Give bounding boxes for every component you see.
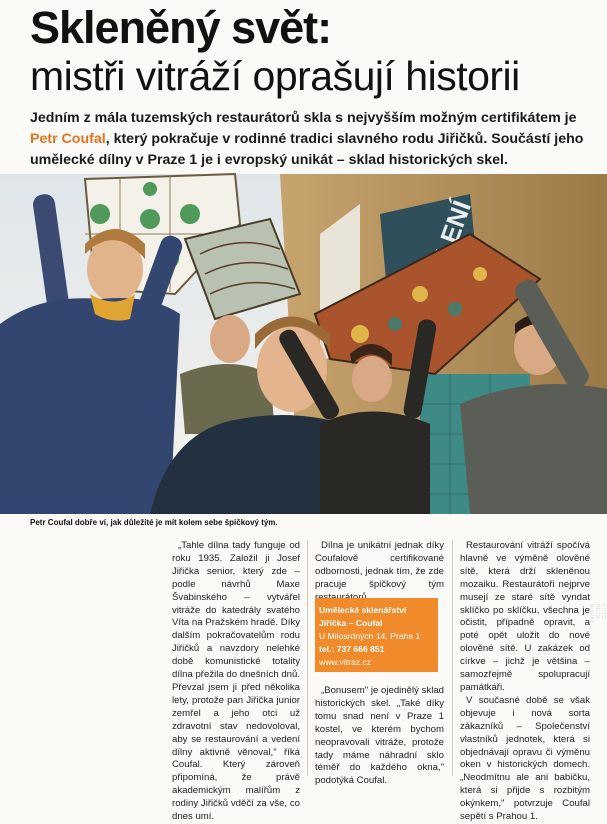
column-divider [307,540,308,776]
paragraph: „Bonusem" je ojedinělý sklad historických skel. „Také díky tomu snad není v Praze 1 kostel, ve kterém bychom neopravovali vitráže, protože tady máme náhradní sklo téměř do každého okna," podotýká Coufal. [315,685,444,787]
photo-credit: FOTO: PETR NOVÁK [588,604,606,625]
lead-name: Petr Coufal [30,131,106,147]
lead-paragraph [30,108,602,171]
contact-box-name: Jiřička – Coufal [319,618,383,628]
contact-box-title: Umělecké sklenářství [319,605,407,615]
text-column-2-bottom [315,685,444,788]
photo-caption: Petr Coufal dobře ví, jak důležité je mít kolem sebe špičkový tým. [30,518,278,527]
paragraph: Dílna je unikátní jednak díky Coufalově certifikované odbornosti, jednak tím, že zde pracuje špičkový tým [315,540,444,590]
column-divider [452,540,453,776]
lead-text-start: Jedním z mála tuzemských restaurátorů skla s nejvyšším možným certifikátem je [30,110,577,126]
text-column-3 [460,540,590,824]
article-subtitle: mistři vitráží oprašují historii [30,53,520,99]
contact-box-web: www.vitraz.cz [319,657,372,667]
contact-box [315,598,438,672]
paragraph: „Tahle dílna tady funguje od roku 1935. Založil ji Josef Jiřička senior, který zde – podle návrhů Maxe Švabinského – vytvářel vitráže do katedrály svatého Víta na Pražském hradě. Díky dalším pokračovatelům rodu Jiřičků a navzdory nelehké době komunistické totality dílna přežila do dnešních dnů. Převzal jsem ji před několika lety, protože pan Jiřička junior zemřel a jeho otci už zdravotní stav nedovoloval, aby se restaurování a vedení dílny aktivně věnoval," říká Coufal. Který zároveň připomíná, že právě akademickým malířům z rodiny Jiřičků vděčí za vše, co dnes umí. [172,540,301,823]
team-photo-illustration [0,174,607,514]
article-title: Skleněný svět: [30,2,332,53]
lead-text-end: , který pokračuje v rodinné tradici slavného rodu Jiřičků. Součástí jeho umělecké dílny v Praze 1 je i evropský unikát – sklad historických skel. [30,131,584,168]
text-column-1 [172,540,300,824]
text-column-2-top [315,540,444,605]
contact-box-address: U Milosrdných 14, Praha 1 [319,631,421,641]
paragraph: Restaurování vitráží spočívá hlavně ve výměně olověné sítě, která drží skleněnou mozaiku. Restaurátoři nejprve musejí ze staré sítě vyndat sklíčko po sklíčku, všechna je očistit, případně opravit, a poté opět uložit do nové olověné sítě. U zakázek od církve – jichž je většina – samozřejmě spolupracují památkáři. [460,540,590,693]
contact-box-phone: tel.: 737 666 851 [319,644,385,654]
paragraph: V současné době se však objevuje i nová sorta zákazníků – Společenství vlastníků jednotek, která si objednávají opravu či výměnu oken v historických domech. „Neodmítnu ale ani babičku, která si přijde s rozbitým okýnkem," potvrzuje Coufal sepětí s Prahou 1. [460,694,590,823]
